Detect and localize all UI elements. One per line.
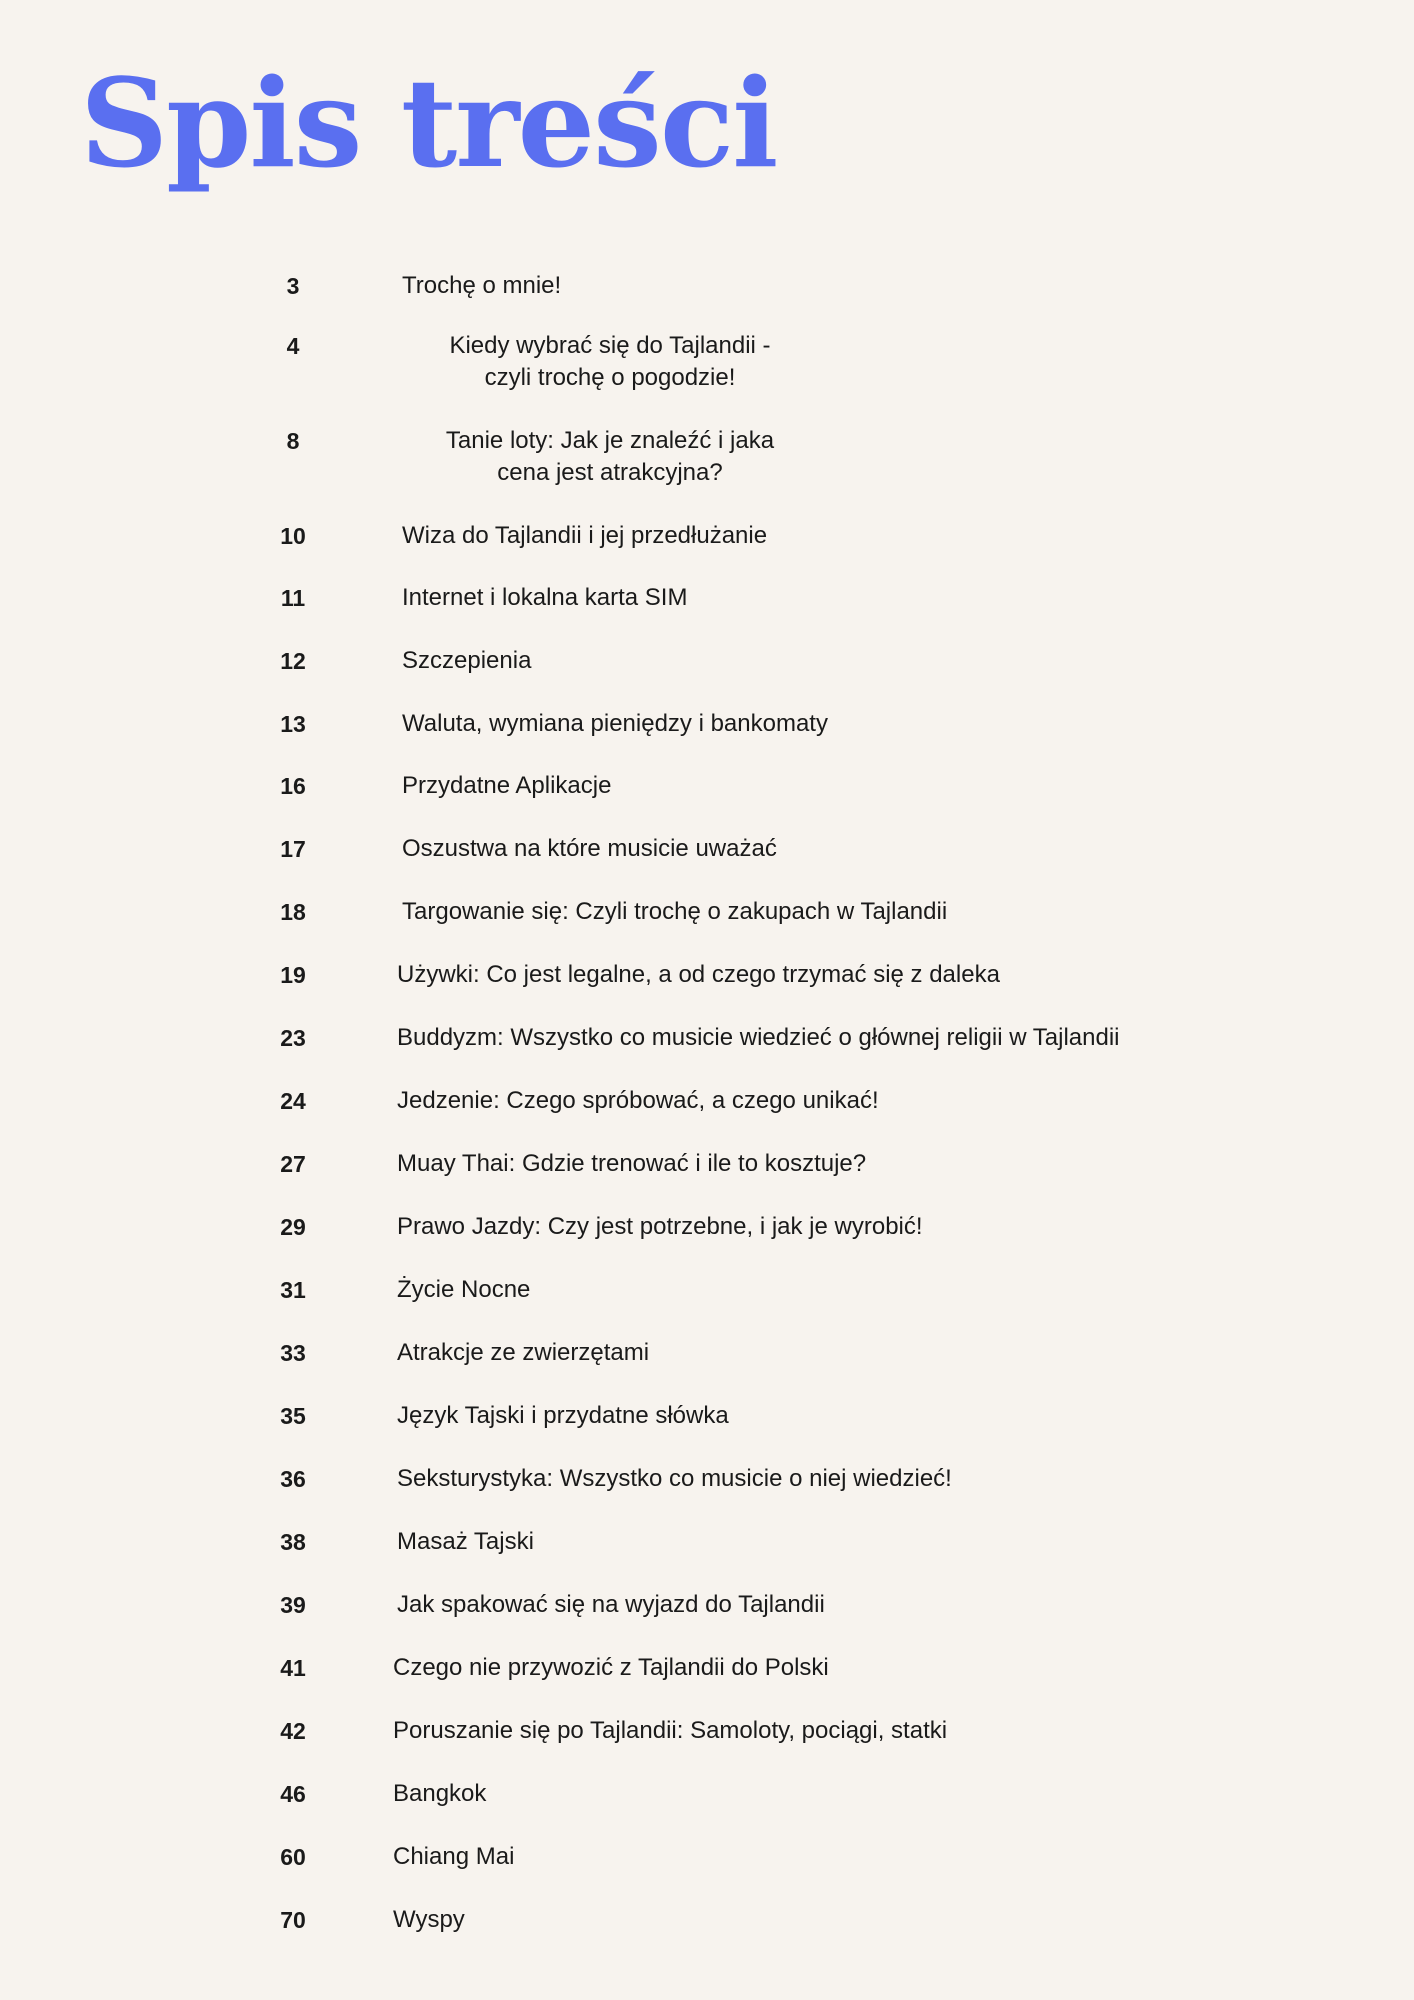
toc-entry-title: Kiedy wybrać się do Tajlandii - <box>449 332 771 359</box>
toc-page-number: 19 <box>280 962 306 988</box>
toc-entry-title: Czego nie przywozić z Tajlandii do Polski <box>393 1654 829 1681</box>
toc-entry-title: Oszustwa na które musicie uważać <box>402 835 777 862</box>
toc-entry-title: Atrakcje ze zwierzętami <box>397 1339 650 1366</box>
toc-entry-title: Wyspy <box>393 1906 465 1933</box>
toc-entry-title: Prawo Jazdy: Czy jest potrzebne, i jak je wyrobić! <box>397 1213 923 1240</box>
toc-page-number: 39 <box>280 1592 306 1618</box>
toc-entry-title: cena jest atrakcyjna? <box>497 459 723 486</box>
toc-entry-title: Życie Nocne <box>397 1276 531 1303</box>
toc-page-number: 23 <box>280 1025 306 1051</box>
toc-page-number: 16 <box>280 773 306 799</box>
toc-page-number: 29 <box>280 1214 306 1240</box>
toc-entry-title: Waluta, wymiana pieniędzy i bankomaty <box>402 710 828 737</box>
toc-page-number: 18 <box>280 899 306 925</box>
toc-entry-title: Przydatne Aplikacje <box>402 772 612 799</box>
toc-page-number: 24 <box>280 1088 306 1114</box>
toc-entry-title: Muay Thai: Gdzie trenować i ile to kosztuje? <box>397 1150 867 1177</box>
page-title: Spis treści <box>80 51 777 195</box>
toc-page-number: 35 <box>280 1403 306 1429</box>
toc-page-number: 33 <box>280 1340 306 1366</box>
toc-entry-title: Bangkok <box>393 1780 487 1807</box>
toc-page-number: 17 <box>280 836 306 862</box>
toc-page-number: 3 <box>286 273 300 299</box>
toc-page-number: 60 <box>280 1844 306 1870</box>
toc-entry-title: Tanie loty: Jak je znaleźć i jaka <box>445 427 775 454</box>
toc-entry-title: Jak spakować się na wyjazd do Tajlandii <box>397 1591 825 1618</box>
toc-entry-title: Chiang Mai <box>393 1843 515 1870</box>
toc-entry-title: Wiza do Tajlandii i jej przedłużanie <box>402 522 768 549</box>
toc-entry-title: Targowanie się: Czyli trochę o zakupach w Tajlandii <box>402 898 948 925</box>
toc-page-number: 38 <box>280 1529 306 1555</box>
toc-page-number: 4 <box>286 333 300 359</box>
toc-entry-title: Język Tajski i przydatne słówka <box>397 1402 729 1429</box>
toc-page-number: 11 <box>280 585 306 611</box>
toc-entry-title: Trochę o mnie! <box>402 272 562 299</box>
toc-entry-title: Jedzenie: Czego spróbować, a czego unikać! <box>397 1087 879 1114</box>
toc-page-number: 31 <box>280 1277 306 1303</box>
toc-entry-title: Masaż Tajski <box>397 1528 534 1555</box>
toc-entry-title: Internet i lokalna karta SIM <box>402 584 688 611</box>
toc-entry-title: Buddyzm: Wszystko co musicie wiedzieć o głównej religii w Tajlandii <box>397 1024 1120 1051</box>
toc-page-number: 10 <box>280 523 306 549</box>
toc-entry-title: czyli trochę o pogodzie! <box>484 364 736 391</box>
toc-page-number: 13 <box>280 711 306 737</box>
toc-entry-title: Seksturystyka: Wszystko co musicie o niej wiedzieć! <box>397 1465 952 1492</box>
toc-entry-title: Szczepienia <box>402 647 532 674</box>
toc-page-number: 12 <box>280 648 306 674</box>
toc-entry-title: Używki: Co jest legalne, a od czego trzymać się z daleka <box>397 961 1000 988</box>
toc-entry-title: Poruszanie się po Tajlandii: Samoloty, pociągi, statki <box>393 1717 948 1744</box>
toc-page-number: 27 <box>280 1151 306 1177</box>
toc-page-number: 70 <box>280 1907 306 1933</box>
toc-page-number: 8 <box>286 428 300 454</box>
toc-page-number: 42 <box>280 1718 306 1744</box>
toc-page-number: 46 <box>280 1781 306 1807</box>
toc-page-number: 41 <box>280 1655 306 1681</box>
toc-page-number: 36 <box>280 1466 306 1492</box>
